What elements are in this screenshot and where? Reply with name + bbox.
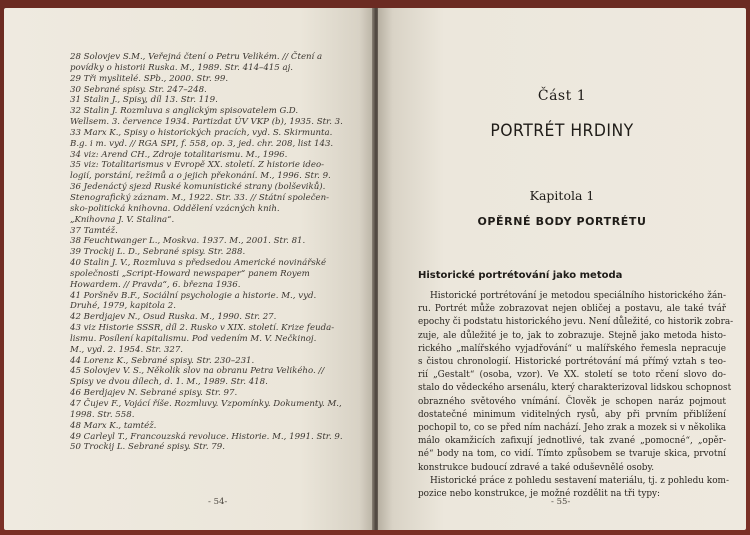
endnote-line: Druhé, 1979, kapitola 2. [70,301,176,312]
text-line: rického „malířského vyjadřování“ u malířského řemesla nepracuje [418,343,726,354]
endnote-line: Stenografický záznam. M., 1922. Str. 33. // Státní společen- [70,192,330,203]
text-line: epochy či podstatu historického jevu. Není důležité, co historik zobra- [418,317,734,328]
endnote-line: Spisy ve dvou dílech, d. 1. M., 1989. Str. 418. [70,377,268,388]
endnote-line: 28 Solovjev S.M., Veřejná čtení o Petru Velikém. // Čtení a [70,52,323,62]
chapter-title: OPĚRNÉ BODY PORTRÉTU [477,215,647,228]
paragraph-2 [418,475,729,501]
endnote-line: B.g. i m. vyd. // RGA SPI, f. 558, op. 3, jed. chr. 208, list 143. [70,138,334,149]
endnote-line: 40 Stalin J. V., Rozmluva s předsedou Americké novinářské [70,258,327,269]
section-heading: Historické portrétování jako metoda [418,270,623,281]
endnote-line: lismu. Posílení kapitalismu. Pod vedením M. V. Nečkinoj. [70,333,317,344]
endnote-line: společnosti „Script-Howard newspaper“ panem Royem [70,268,310,279]
endnote-line: 37 Tamtéž. [70,225,118,236]
endnote-line: 1998. Str. 558. [70,409,135,420]
endnote-line: sko-politická knihovna. Oddělení vzácných knih. [70,203,280,214]
endnote-line: 45 Solovjev V. S., Několik slov na obranu Petra Velikého. // [70,366,325,377]
endnote-line: 48 Marx K., tamtéž. [70,420,157,431]
endnote-line: 39 Trockij L. D., Sebrané spisy. Str. 288. [70,247,246,258]
endnote-line: 44 Lorenz K., Sebrané spisy. Str. 230–231. [70,355,255,366]
endnote-line: logií, porstání, režimů a o jejich překonání. M., 1996. Str. 9. [70,171,331,182]
right-page [378,8,746,530]
text-line: né“ body na tom, co vidí. Tímto způsobem se tvaruje skica, prvotní [418,449,726,460]
body-text [418,290,734,501]
text-line: dostatečné minimum viditelných rysů, aby při prvním přiblížení [418,409,726,420]
endnote-line: Howardem. // Pravda“, 6. března 1936. [70,279,241,290]
chapter-label: Kapitola 1 [529,188,595,203]
endnote-line: 42 Berdjajev N., Osud Ruska. M., 1990. Str. 27. [70,312,277,323]
endnote-line: 31 Stalin J., Spisy, díl 13. Str. 119. [70,95,218,106]
text-line: pozice nebo konstrukce, je možné rozdělit na tři typy: [418,489,661,500]
text-line: rií „Gestalt“ (osoba, vzor). Ve XX. století se toto rčení slovo do- [418,370,726,381]
text-line: obrazného světového vnímání. Člověk je schopen naráz pojmout [418,396,726,407]
text-line: zuje, ale důležité je to, jak to zobrazuje. Stejně jako metoda histo- [418,330,726,341]
endnote-line: „Knihovna J. V. Stalina“. [70,214,175,225]
endnote-line: 30 Sebrané spisy. Str. 247–248. [70,84,207,95]
endnote-line: 33 Marx K., Spisy o historických pracích, vyd. S. Skirmunta. [70,127,333,138]
text-line: ru. Portrét může zobrazovat nejen obličej a postavu, ale také tvář [418,304,726,315]
endnote-line: 29 Tři myslitelé. SPb., 2000. Str. 99. [70,73,229,84]
page-number-left: - 54- [208,497,228,507]
text-line: s čistou chronologií. Historické portrétování má přímý vztah s teo- [418,357,726,368]
endnote-line: 41 Poršněv B.F., Sociální psychologie a historie. M., vyd. [70,290,317,301]
endnote-line: 38 Feuchtwanger L., Moskva. 1937. M., 2001. Str. 81. [70,236,306,247]
left-page [4,8,374,530]
endnote-line: 32 Stalin J. Rozmluva s anglickým spisovatelem G.D. [70,106,299,117]
page-number-right: - 55- [551,497,571,507]
endnote-line: 43 viz Historie SSSR, díl 2. Rusko v XIX. století. Krize feuda- [70,323,335,334]
text-line: stalo do vědeckého arsenálu, který charakterizoval lidskou schopnost [418,383,732,394]
endnotes-list [70,52,366,453]
text-line: Historické práce z pohledu sestavení materiálu, tj. z pohledu kom- [430,475,729,486]
text-line: konstrukce budoucí zdravé a také oduševnělé osoby. [418,462,655,473]
endnote-line: 36 Jedenáctý sjezd Ruské komunistické strany (bolševiků). [70,182,326,193]
paragraph-1 [418,290,734,475]
endnote-line: 34 viz: Arend CH., Zdroje totalitarismu. M., 1996. [70,149,288,160]
endnote-line: 49 Carleyl T., Francouzská revoluce. Historie. M., 1991. Str. 9. [70,431,343,442]
endnote-line: M., vyd. 2. 1954. Str. 327. [70,344,184,355]
text-line: málo okamžicích zafixují jednotlivé, tak zvané „pomocné“, „opěr- [418,436,726,447]
endnote-line: 46 Berdjajev N. Sebrané spisy. Str. 97. [70,388,238,399]
text-line: pochopil to, co se před ním nachází. Jeho zrak a mozek si v několika [418,423,726,434]
part-label: Část 1 [537,88,587,104]
part-title: PORTRÉT HRDINY [490,121,634,141]
endnote-line: 35 viz: Totalitarismus v Evropě XX. století. Z historie ideo- [70,160,325,171]
endnote-line: 50 Trockij L. Sebrané spisy. Str. 79. [70,442,225,453]
endnote-line: povídky o historii Ruska. M., 1989. Str. 414–415 aj. [70,62,293,73]
endnote-line: Wellsem. 3. července 1934. Partizdat ÚV VKP (b), 1935. Str. 3. [70,117,343,128]
endnote-line: 47 Čujev F., Vojácí říše. Rozmluvy. Vzpomínky. Dokumenty. M., [70,399,342,409]
text-line: Historické portrétování je metodou speciálního historického žán- [430,291,726,301]
